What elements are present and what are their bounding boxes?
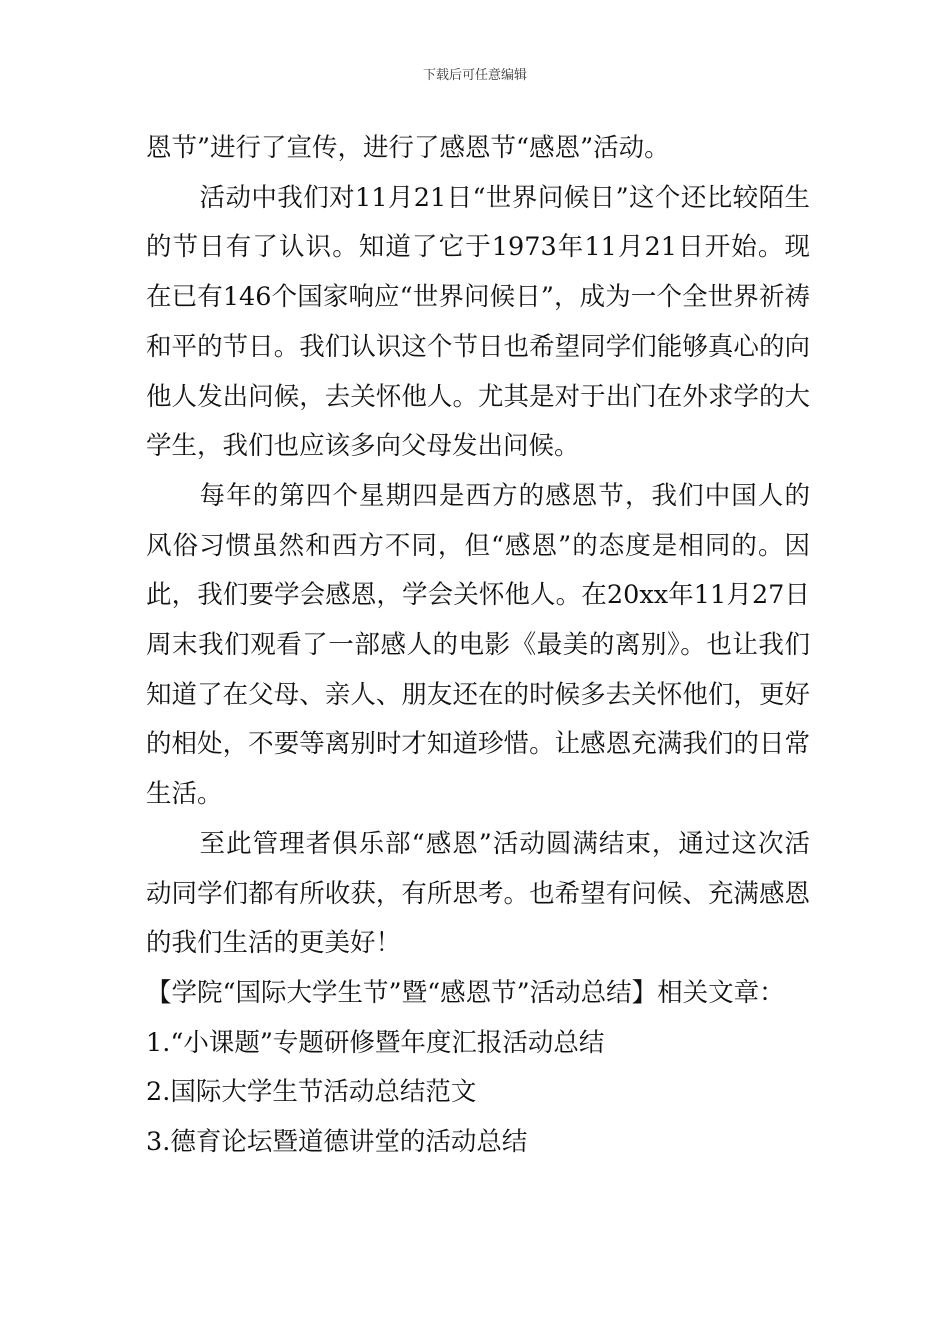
related-article-link-3[interactable]: 3.德育论坛暨道德讲堂的活动总结 [146, 1127, 528, 1158]
page-header: 下载后可任意编辑 [422, 68, 527, 83]
related-articles-title: 【学院“国际大学生节”暨“感恩节”活动总结】相关文章： [146, 977, 785, 1008]
related-article-link-1[interactable]: 1.“小课题”专题研修暨年度汇报活动总结 [146, 1027, 605, 1058]
paragraph-4: 至此管理者俱乐部“感恩”活动圆满结束，通过这次活动同学们都有所收获，有所思考。也希望有问候、充满感恩的我们生活的更美好！ [146, 828, 810, 959]
paragraph-1: 恩节”进行了宣传，进行了感恩节“感恩”活动。 [146, 133, 670, 163]
paragraph-2: 活动中我们对11月21日“世界问候日”这个还比较陌生的节日有了认识。知道了它于1973年11月21日开始。现在已有146个国家响应“世界问候日”，成为一个全世界祈祷和平的节日。我们认识这个节日也希望同学们能够真心的向他人发出问候，去关怀他人。尤其是对于出门在外求学的大学生，我们也应该多向父母发出问候。 [146, 182, 810, 462]
related-article-link-2[interactable]: 2.国际大学生节活动总结范文 [146, 1077, 477, 1108]
document-body [146, 124, 810, 1168]
paragraph-3: 每年的第四个星期四是西方的感恩节，我们中国人的风俗习惯虽然和西方不同，但“感恩”的态度是相同的。因此，我们要学会感恩，学会关怀他人。在20xx年11月27日周末我们观看了一部感人的电影《最美的离别》。也让我们知道了在父母、亲人、朋友还在的时候多去关怀他们，更好的相处，不要等离别时才知道珍惜。让感恩充满我们的日常生活。 [146, 480, 810, 810]
